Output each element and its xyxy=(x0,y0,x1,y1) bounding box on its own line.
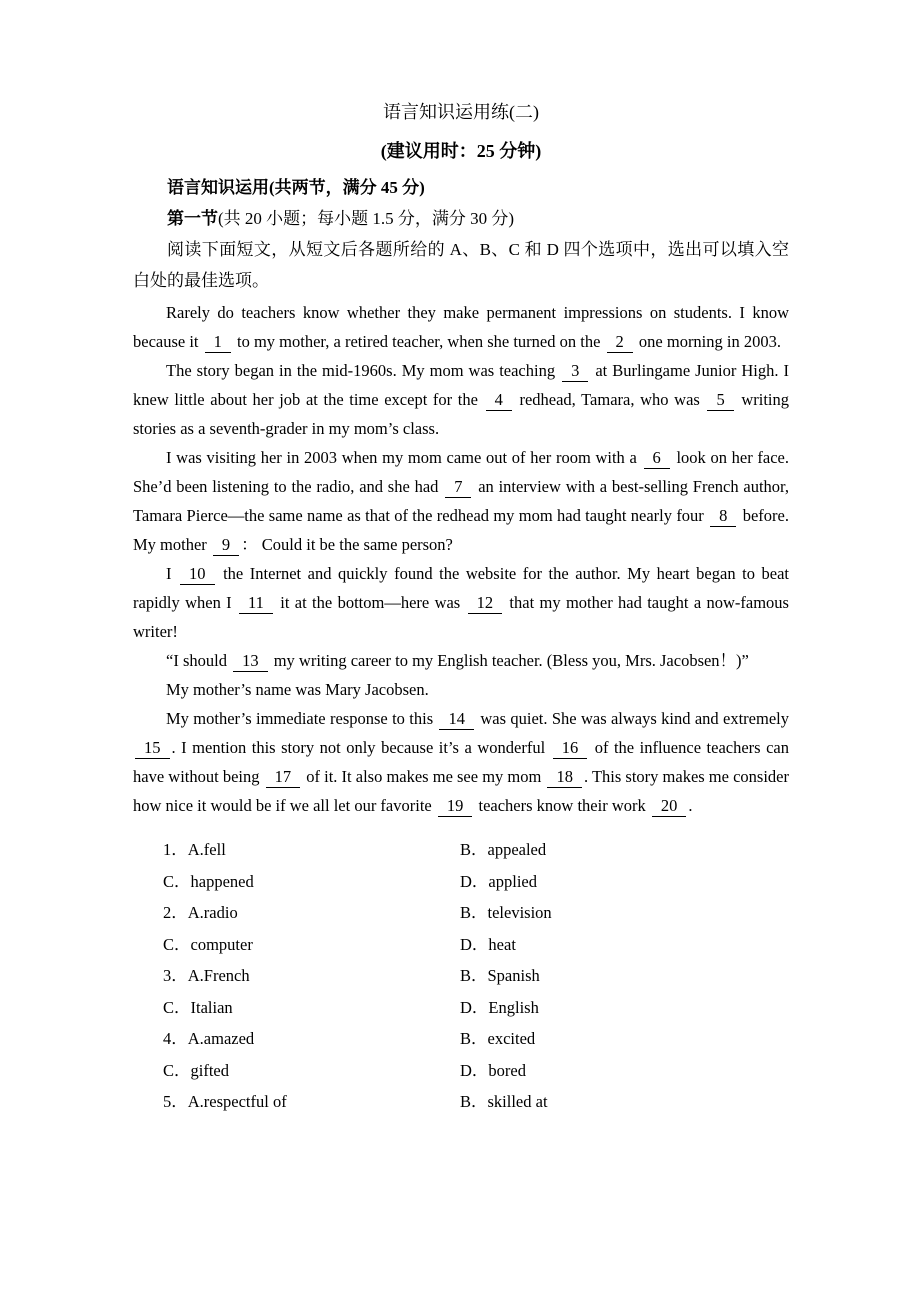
blank-9: 9 xyxy=(213,535,239,556)
option-cell-left: C．happened xyxy=(163,871,254,891)
paragraph: “I should 13 my writing career to my English teacher. (Bless you, Mrs. Jacobsen！)” xyxy=(166,651,749,670)
option-cell-right: D．applied xyxy=(460,871,537,891)
option-cell-right: B．excited xyxy=(460,1029,536,1048)
option-cell-right: B．Spanish xyxy=(460,966,540,985)
blank-15: 15 xyxy=(135,738,170,759)
option-row xyxy=(133,897,789,929)
blank-19: 19 xyxy=(438,796,473,817)
paragraph: The story began in the mid‐1960s. My mom was teaching 3 at Burlingame Junior High. I knew little about her job at the time except for the 4 redhead, Tamara, who was 5 writing stories as a seventh-grader in my mom’s class. xyxy=(133,361,789,438)
option-cell-left: C．gifted xyxy=(163,1060,229,1080)
blank-13: 13 xyxy=(233,651,268,672)
option-row xyxy=(133,834,789,866)
time-note: (建议用时：25 分钟) xyxy=(380,141,542,161)
option-cell-left: 5．A.respectful of xyxy=(163,1092,287,1111)
passage xyxy=(133,298,789,820)
blank-2: 2 xyxy=(607,332,633,353)
blank-7: 7 xyxy=(445,477,471,498)
option-cell-left: 1．A.fell xyxy=(163,840,226,859)
option-cell-right: D．heat xyxy=(460,934,516,954)
page-title: 语言知识运用练(二) xyxy=(383,102,539,122)
blank-4: 4 xyxy=(486,390,512,411)
paragraph: I was visiting her in 2003 when my mom came out of her room with a 6 look on her face. She’d been listening to the radio, and she had 7 an interview with a best-selling French author, Tamara Pierce—the same name as that of the redhead my mom had taught nearly four 8 before. My mother 9 ： Could it be the same person? xyxy=(133,448,789,554)
option-row xyxy=(133,866,789,898)
blank-16: 16 xyxy=(553,738,588,759)
part1-detail: (共 20 小题；每小题 1.5 分，满分 30 分) xyxy=(218,209,515,228)
option-cell-right: B．appealed xyxy=(460,840,547,859)
option-cell-right: B．television xyxy=(460,903,552,922)
paragraph: Rarely do teachers know whether they make permanent impressions on students. I know because it 1 to my mother, a retired teacher, when she turned on the 2 one morning in 2003. xyxy=(133,303,789,351)
option-cell-right: D．English xyxy=(460,997,539,1017)
option-cell-right: D．bored xyxy=(460,1060,526,1080)
blank-6: 6 xyxy=(644,448,670,469)
paragraph: I 10 the Internet and quickly found the website for the author. My heart began to beat rapidly when I 11 it at the bottom—here was 12 that my mother had taught a now-famous writer! xyxy=(133,564,789,641)
part1-label: 第一节 xyxy=(167,209,218,228)
option-cell-left: 4．A.amazed xyxy=(163,1029,255,1048)
options-list xyxy=(133,834,789,1118)
option-cell-left: 3．A.French xyxy=(163,966,250,985)
blank-10: 10 xyxy=(180,564,215,585)
part1-heading xyxy=(133,203,789,234)
option-row xyxy=(133,929,789,961)
blank-3: 3 xyxy=(562,361,588,382)
blank-8: 8 xyxy=(710,506,736,527)
option-row xyxy=(133,1086,789,1118)
blank-11: 11 xyxy=(239,593,273,614)
option-row xyxy=(133,1055,789,1087)
blank-18: 18 xyxy=(547,767,582,788)
blank-12: 12 xyxy=(468,593,503,614)
option-cell-right: B．skilled at xyxy=(460,1092,548,1111)
blank-17: 17 xyxy=(266,767,301,788)
blank-1: 1 xyxy=(205,332,231,353)
blank-14: 14 xyxy=(439,709,474,730)
option-row xyxy=(133,992,789,1024)
option-cell-left: C．Italian xyxy=(163,997,233,1017)
option-cell-left: 2．A.radio xyxy=(163,903,238,922)
option-row xyxy=(133,960,789,992)
blank-20: 20 xyxy=(652,796,687,817)
paragraph: My mother’s name was Mary Jacobsen. xyxy=(166,680,429,699)
blank-5: 5 xyxy=(707,390,733,411)
instructions: 阅读下面短文，从短文后各题所给的 A、B、C 和 D 四个选项中，选出可以填入空白处的最佳选项。 xyxy=(133,240,789,290)
section-heading: 语言知识运用(共两节，满分 45 分) xyxy=(167,178,425,197)
option-row xyxy=(133,1023,789,1055)
option-cell-left: C．computer xyxy=(163,934,253,954)
paragraph: My mother’s immediate response to this 14 was quiet. She was always kind and extremely 15 . I mention this story not only because it’s a wonderful 16 of the influence teachers can have without being 17 of it. It also makes me see my mom 18 . This story makes me consider how nice it would be if we all let our favorite 19 teachers know their work 20 . xyxy=(133,709,790,815)
